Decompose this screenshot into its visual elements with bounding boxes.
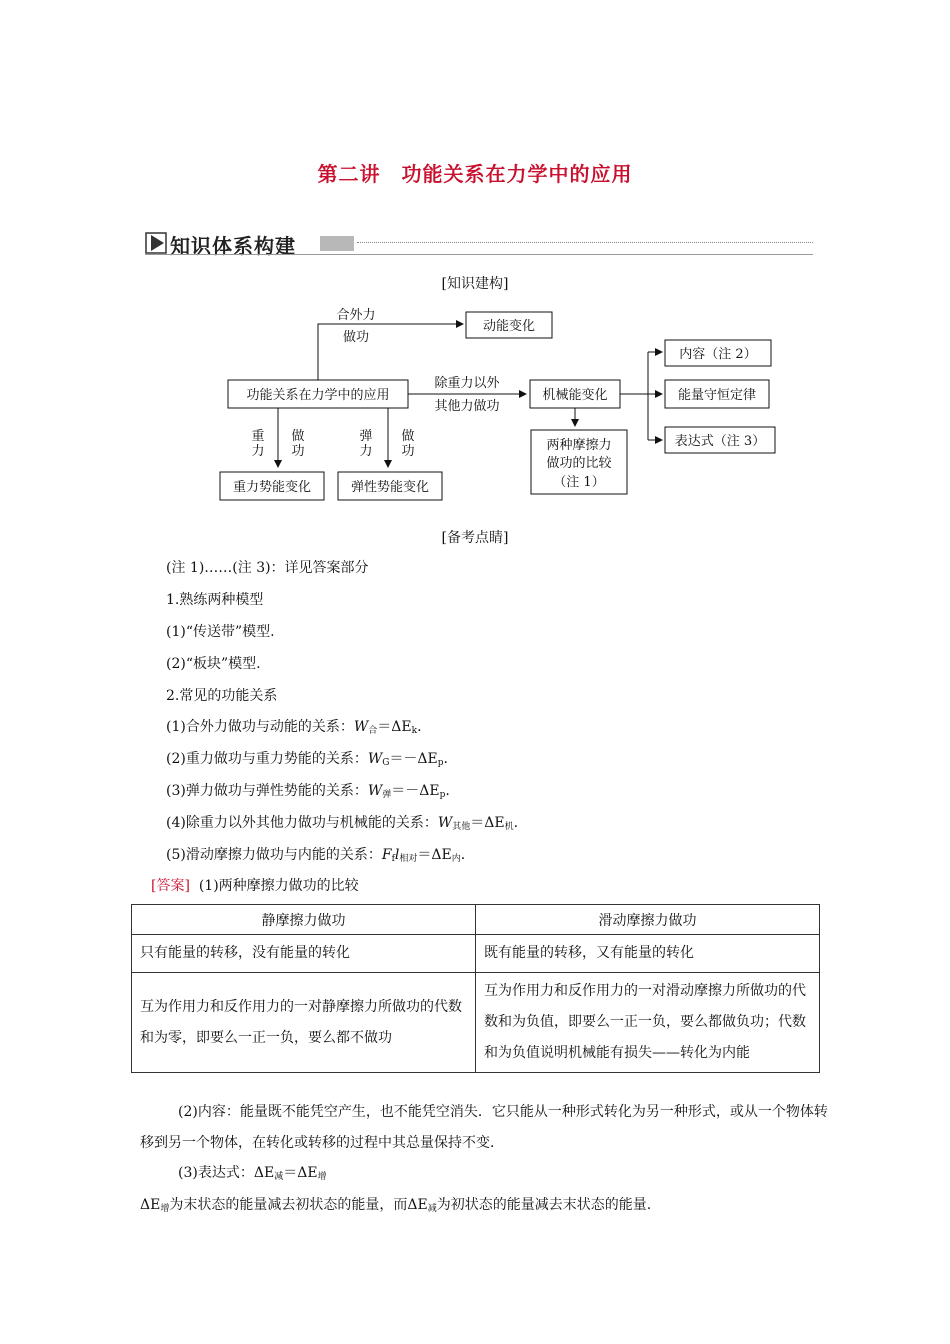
table-cell: 互为作用力和反作用力的一对静摩擦力所做功的代数和为零，即要么一正一负，要么都不做功 bbox=[132, 973, 476, 1073]
relation-eq: ＝ΔE bbox=[377, 719, 412, 735]
relation-text: (5)滑动摩擦力做功与内能的关系： bbox=[166, 847, 382, 863]
relation-3 bbox=[166, 780, 450, 800]
page-title: 第二讲 功能关系在力学中的应用 bbox=[317, 162, 633, 186]
relation-5 bbox=[166, 844, 465, 864]
expr-sub: 减 bbox=[274, 1172, 284, 1182]
expression-line bbox=[178, 1162, 327, 1182]
relation-midsub: 相对 bbox=[399, 854, 418, 864]
relation-esub: k bbox=[411, 726, 418, 736]
relation-2 bbox=[166, 748, 448, 768]
top-label-1: 合外力 bbox=[336, 308, 376, 323]
relation-eq: ＝－ΔE bbox=[391, 783, 440, 799]
gravity-work-1: 做 bbox=[291, 429, 305, 444]
top-label-2: 做功 bbox=[342, 330, 370, 345]
relation-mid: l bbox=[394, 847, 400, 863]
table-cell: 既有能量的转移，又有能量的转化 bbox=[476, 935, 820, 973]
gravity-label-1: 重 bbox=[251, 429, 265, 444]
relation-sub: G bbox=[382, 758, 390, 768]
relation-sub: 其他 bbox=[452, 822, 471, 832]
gravity-label-2: 力 bbox=[251, 444, 265, 459]
relation-text: (4)除重力以外其他力做功与机械能的关系： bbox=[166, 815, 438, 831]
item1-a: (1)“传送带”模型. bbox=[166, 624, 275, 640]
table-cell: 互为作用力和反作用力的一对滑动摩擦力所做功的代数和为负值，即要么一正一负，要么都做负功；代数和为负值说明机械能有损失——转化为内能 bbox=[476, 973, 820, 1073]
table-header: 静摩擦力做功 bbox=[132, 905, 476, 935]
elastic-label-2: 力 bbox=[359, 444, 373, 459]
mechanical-text: 机械能变化 bbox=[542, 388, 608, 403]
banner-underline bbox=[145, 254, 813, 255]
friction-text-3: （注 1） bbox=[553, 475, 605, 490]
relation-eq: ＝ΔE bbox=[470, 815, 505, 831]
relation-esub: p bbox=[437, 758, 444, 768]
expr-eq: ＝ΔE bbox=[283, 1165, 318, 1181]
relation-end: . bbox=[417, 719, 422, 735]
banner-decoration bbox=[320, 236, 354, 251]
section-title: 知识体系构建 bbox=[170, 234, 296, 258]
content-paragraph: (2)内容：能量既不能凭空产生，也不能凭空消失．它只能从一种形式转化为另一种形式，或从一个物体转移到另一个物体，在转化或转移的过程中其总量保持不变． bbox=[140, 1104, 828, 1151]
top-branch-arrow bbox=[318, 324, 463, 380]
expression-description bbox=[140, 1194, 651, 1214]
banner-dots bbox=[357, 242, 813, 243]
expr-label: (3)表达式： bbox=[178, 1165, 254, 1181]
relation-sub: 弹 bbox=[382, 790, 392, 800]
conservation-text: 能量守恒定律 bbox=[677, 388, 757, 403]
answer-label: [答案] bbox=[151, 878, 190, 894]
desc-text: 为初状态的能量减去末状态的能量. bbox=[436, 1197, 652, 1213]
kinetic-text: 动能变化 bbox=[482, 319, 536, 334]
answer-line bbox=[151, 875, 359, 895]
table-header-row bbox=[132, 905, 820, 935]
friction-text-1: 两种摩擦力 bbox=[546, 438, 612, 453]
answer-intro: (1)两种摩擦力做功的比较 bbox=[198, 878, 359, 894]
expression-text: 表达式（注 3） bbox=[674, 434, 766, 449]
play-arrow-icon bbox=[145, 232, 167, 254]
main-text: 功能关系在力学中的应用 bbox=[246, 388, 390, 403]
notes-intro: (注 1)……(注 3)：详见答案部分 bbox=[166, 560, 369, 576]
relation-esub: 机 bbox=[504, 822, 514, 832]
concept-diagram bbox=[200, 300, 780, 505]
relation-eq: ＝ΔE bbox=[417, 847, 452, 863]
relation-end: . bbox=[460, 847, 466, 863]
mid-label-1: 除重力以外 bbox=[434, 376, 500, 391]
item1-title: 1.熟练两种模型 bbox=[166, 592, 264, 608]
expr-term: ΔE bbox=[253, 1165, 275, 1181]
exam-label: [备考点睛] bbox=[441, 530, 509, 546]
relation-var: W bbox=[437, 815, 453, 831]
relation-eq: ＝－ΔE bbox=[389, 751, 438, 767]
content-text: 内容（注 2） bbox=[679, 347, 757, 362]
expr-sub: 增 bbox=[317, 1172, 327, 1182]
item2-title: 2.常见的功能关系 bbox=[166, 688, 278, 704]
gravity-work-2: 功 bbox=[291, 444, 305, 459]
friction-text-2: 做功的比较 bbox=[546, 456, 612, 471]
section-banner bbox=[145, 230, 813, 258]
desc-sub: 减 bbox=[427, 1204, 437, 1214]
relation-end: . bbox=[445, 783, 450, 799]
elastic-text: 弹性势能变化 bbox=[350, 480, 430, 495]
table-header: 滑动摩擦力做功 bbox=[476, 905, 820, 935]
relation-text: (2)重力做功与重力势能的关系： bbox=[166, 751, 368, 767]
elastic-label-1: 弹 bbox=[359, 429, 373, 444]
relation-end: . bbox=[443, 751, 448, 767]
relation-sub: f bbox=[391, 854, 395, 864]
relation-var: F bbox=[381, 847, 392, 863]
comparison-table bbox=[131, 904, 820, 1073]
relation-text: (3)弹力做功与弹性势能的关系： bbox=[166, 783, 368, 799]
elastic-work-2: 功 bbox=[401, 444, 415, 459]
relation-sub: 合 bbox=[368, 726, 378, 736]
mid-label-2: 其他力做功 bbox=[434, 399, 500, 414]
relation-var: W bbox=[353, 719, 369, 735]
table-row bbox=[132, 973, 820, 1073]
gravity-text: 重力势能变化 bbox=[232, 480, 312, 495]
relation-var: W bbox=[367, 783, 383, 799]
desc-term: ΔE bbox=[407, 1197, 428, 1213]
item1-b: (2)“板块”模型. bbox=[166, 656, 261, 672]
desc-sub: 增 bbox=[160, 1204, 170, 1214]
relation-end: . bbox=[513, 815, 519, 831]
relation-esub: p bbox=[439, 790, 446, 800]
desc-term: ΔE bbox=[140, 1197, 161, 1213]
table-cell: 只有能量的转移，没有能量的转化 bbox=[132, 935, 476, 973]
relation-4 bbox=[166, 812, 518, 832]
relation-var: W bbox=[367, 751, 383, 767]
desc-text: 为末状态的能量减去初状态的能量，而 bbox=[169, 1197, 408, 1213]
relation-esub: 内 bbox=[451, 854, 461, 864]
elastic-work-1: 做 bbox=[401, 429, 415, 444]
table-row bbox=[132, 935, 820, 973]
knowledge-label: [知识建构] bbox=[441, 276, 509, 292]
relation-text: (1)合外力做功与动能的关系： bbox=[166, 719, 354, 735]
relation-1 bbox=[166, 716, 422, 736]
